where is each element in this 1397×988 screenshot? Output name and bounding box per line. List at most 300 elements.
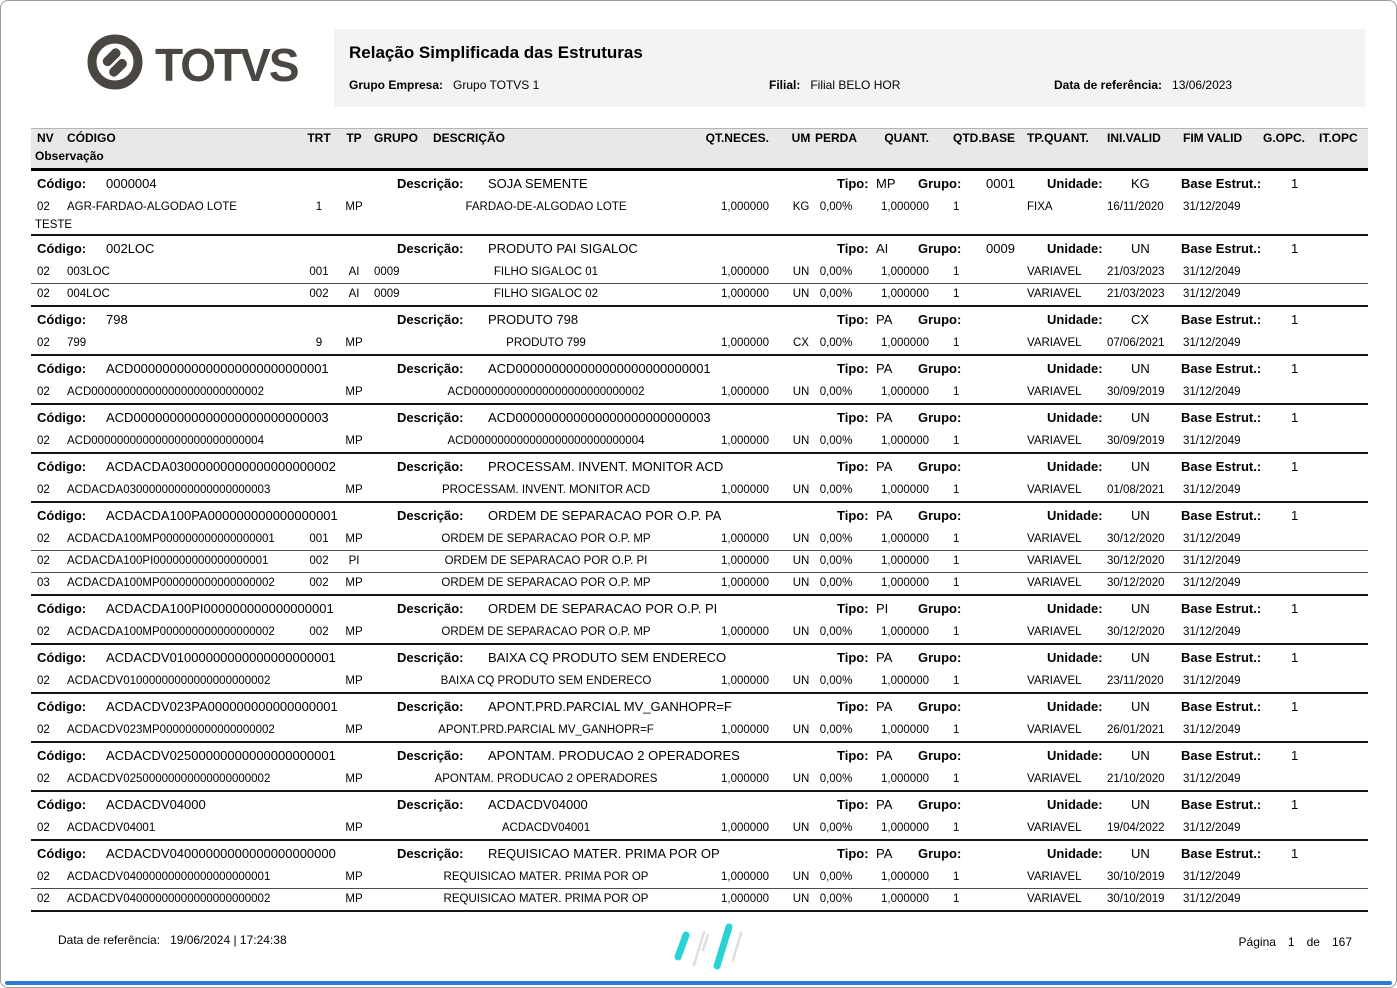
tipo-value: PA [876, 748, 893, 763]
col-header-qtd-base: QTD.BASE [953, 131, 1016, 145]
grupo-label: Grupo: [918, 459, 962, 474]
qtd-base-cell: 1 [953, 893, 960, 905]
structure-section [31, 841, 1368, 912]
descricao-value: APONT.PRD.PARCIAL MV_GANHOPR=F [488, 699, 732, 714]
qtd-base-cell: 1 [953, 288, 960, 300]
codigo-cell: ACDACDV04000000000000000000001 [67, 871, 271, 883]
component-row [31, 867, 1368, 888]
descricao-value: ACD000000000000000000000000003 [488, 410, 711, 425]
data-referencia-label: Data de referência: [1054, 78, 1163, 92]
um-cell: UN [792, 577, 810, 589]
descricao-value: PRODUTO 798 [488, 312, 579, 327]
descricao-value: ORDEM DE SEPARACAO POR O.P. PA [488, 508, 722, 523]
unidade-value: UN [1131, 601, 1150, 616]
grupo-empresa-value: Grupo TOTVS 1 [453, 78, 540, 92]
nv-cell: 02 [37, 893, 50, 905]
component-row [31, 262, 1368, 283]
structure-section [31, 743, 1368, 792]
descricao-cell: PROCESSAM. INVENT. MONITOR ACD [441, 484, 651, 496]
codigo-label: Código: [37, 650, 87, 665]
um-cell: UN [792, 675, 810, 687]
qtd-base-cell: 1 [953, 266, 960, 278]
observacao-cell: TESTE [35, 219, 73, 231]
descricao-cell: PRODUTO 799 [506, 337, 586, 349]
descricao-cell: ORDEM DE SEPARACAO POR O.P. MP [441, 577, 651, 589]
structure-header [31, 454, 1368, 480]
um-cell: UN [792, 724, 810, 736]
unidade-label: Unidade: [1047, 459, 1103, 474]
qtd-base-cell: 1 [953, 675, 960, 687]
codigo-value: ACDACDV04000 [106, 797, 206, 812]
data-referencia-value: 13/06/2023 [1172, 78, 1233, 92]
descricao-cell: FILHO SIGALOC 01 [493, 266, 599, 278]
fim-valid-cell: 31/12/2049 [1183, 484, 1241, 496]
ini-valid-cell: 30/12/2020 [1107, 577, 1165, 589]
quant-cell: 1,000000 [881, 626, 929, 638]
descricao-label: Descrição: [397, 312, 464, 327]
codigo-label: Código: [37, 508, 87, 523]
qt-neces-cell: 1,000000 [721, 435, 769, 447]
codigo-label: Código: [37, 748, 87, 763]
descricao-label: Descrição: [397, 846, 464, 861]
page-of-label: de [1306, 935, 1320, 949]
codigo-value: ACD000000000000000000000000001 [106, 361, 329, 376]
tipo-label: Tipo: [837, 176, 869, 191]
component-row [31, 818, 1368, 839]
qtd-base-cell: 1 [953, 484, 960, 496]
fim-valid-cell: 31/12/2049 [1183, 724, 1241, 736]
descricao-value: APONTAM. PRODUCAO 2 OPERADORES [488, 748, 740, 763]
qt-neces-cell: 1,000000 [721, 724, 769, 736]
component-row [31, 551, 1368, 572]
tipo-label: Tipo: [837, 361, 869, 376]
base-estrut-value: 1 [1291, 410, 1299, 425]
col-header-g-opc: G.OPC. [1263, 131, 1306, 145]
structure-header [31, 307, 1368, 333]
quant-cell: 1,000000 [881, 533, 929, 545]
unidade-label: Unidade: [1047, 748, 1103, 763]
base-estrut-value: 1 [1291, 748, 1299, 763]
tp-quant-cell: VARIAVEL [1027, 337, 1082, 349]
codigo-cell: 799 [67, 337, 87, 349]
component-row [31, 197, 1368, 218]
structure-header [31, 743, 1368, 769]
component-row [31, 769, 1368, 790]
um-cell: UN [792, 626, 810, 638]
base-estrut-value: 1 [1291, 459, 1299, 474]
perda-cell: 0,00% [819, 266, 853, 278]
base-estrut-label: Base Estrut.: [1181, 508, 1262, 523]
descricao-cell: REQUISICAO MATER. PRIMA POR OP [443, 871, 649, 883]
tp-cell: MP [345, 724, 363, 736]
base-estrut-value: 1 [1291, 176, 1299, 191]
nv-cell: 02 [37, 555, 50, 567]
ini-valid-cell: 07/06/2021 [1107, 337, 1165, 349]
grupo-cell: 0009 [374, 266, 400, 278]
um-cell: UN [792, 773, 810, 785]
tp-quant-cell: VARIAVEL [1027, 555, 1082, 567]
qt-neces-cell: 1,000000 [721, 675, 769, 687]
nv-cell: 02 [37, 435, 50, 447]
unidade-value: UN [1131, 241, 1150, 256]
tp-cell: MP [345, 871, 363, 883]
structure-section [31, 171, 1368, 236]
codigo-cell: ACDACDV023MP000000000000000002 [67, 724, 275, 736]
qt-neces-cell: 1,000000 [721, 555, 769, 567]
nv-cell: 02 [37, 386, 50, 398]
grupo-label: Grupo: [918, 410, 962, 425]
unidade-value: KG [1131, 176, 1150, 191]
ini-valid-cell: 26/01/2021 [1107, 724, 1165, 736]
base-estrut-label: Base Estrut.: [1181, 601, 1262, 616]
base-estrut-value: 1 [1291, 241, 1299, 256]
component-row [31, 622, 1368, 643]
qt-neces-cell: 1,000000 [721, 201, 769, 213]
col-header-um: UM [791, 131, 811, 145]
descricao-value: SOJA SEMENTE [488, 176, 588, 191]
nv-cell: 02 [37, 626, 50, 638]
descricao-label: Descrição: [397, 176, 464, 191]
perda-cell: 0,00% [819, 484, 853, 496]
codigo-value: ACDACDV023PA000000000000000001 [106, 699, 338, 714]
unidade-label: Unidade: [1047, 312, 1103, 327]
table-column-header [31, 128, 1368, 171]
trt-cell: 9 [315, 337, 323, 349]
quant-cell: 1,000000 [881, 288, 929, 300]
qt-neces-cell: 1,000000 [721, 626, 769, 638]
ini-valid-cell: 30/09/2019 [1107, 386, 1165, 398]
nv-cell: 02 [37, 484, 50, 496]
nv-cell: 02 [37, 533, 50, 545]
codigo-value: 002LOC [106, 241, 155, 256]
structures-list [31, 171, 1368, 912]
base-estrut-value: 1 [1291, 601, 1299, 616]
qtd-base-cell: 1 [953, 626, 960, 638]
component-row [31, 573, 1368, 594]
unidade-value: UN [1131, 508, 1150, 523]
tp-quant-cell: VARIAVEL [1027, 626, 1082, 638]
unidade-label: Unidade: [1047, 699, 1103, 714]
trt-cell: 002 [309, 626, 329, 638]
grupo-label: Grupo: [918, 312, 962, 327]
structure-header [31, 792, 1368, 818]
tipo-label: Tipo: [837, 699, 869, 714]
tipo-value: PA [876, 410, 893, 425]
tipo-value: PA [876, 508, 893, 523]
codigo-cell: ACDACDA03000000000000000000003 [67, 484, 271, 496]
grupo-label: Grupo: [918, 241, 962, 256]
um-cell: UN [792, 484, 810, 496]
unidade-value: UN [1131, 459, 1150, 474]
base-estrut-label: Base Estrut.: [1181, 699, 1262, 714]
codigo-label: Código: [37, 846, 87, 861]
perda-cell: 0,00% [819, 626, 853, 638]
grupo-label: Grupo: [918, 650, 962, 665]
col-header-codigo: CÓDIGO [67, 131, 116, 145]
tipo-label: Tipo: [837, 459, 869, 474]
tp-quant-cell: VARIAVEL [1027, 386, 1082, 398]
nv-cell: 03 [37, 577, 50, 589]
structure-header [31, 236, 1368, 262]
component-row [31, 671, 1368, 692]
fim-valid-cell: 31/12/2049 [1183, 201, 1241, 213]
unidade-label: Unidade: [1047, 410, 1103, 425]
tp-quant-cell: VARIAVEL [1027, 871, 1082, 883]
quant-cell: 1,000000 [881, 675, 929, 687]
structure-section [31, 454, 1368, 503]
tipo-label: Tipo: [837, 846, 869, 861]
grupo-label: Grupo: [918, 748, 962, 763]
fim-valid-cell: 31/12/2049 [1183, 893, 1241, 905]
descricao-cell: ORDEM DE SEPARACAO POR O.P. MP [441, 533, 651, 545]
grupo-label: Grupo: [918, 699, 962, 714]
tipo-value: MP [876, 176, 896, 191]
structure-section [31, 645, 1368, 694]
grupo-cell: 0009 [374, 288, 400, 300]
base-estrut-label: Base Estrut.: [1181, 748, 1262, 763]
structure-header [31, 356, 1368, 382]
tipo-value: AI [876, 241, 889, 256]
perda-cell: 0,00% [819, 288, 853, 300]
qt-neces-cell: 1,000000 [721, 577, 769, 589]
unidade-label: Unidade: [1047, 797, 1103, 812]
col-header-quant: QUANT. [884, 131, 929, 145]
trt-cell: 001 [309, 266, 329, 278]
qt-neces-cell: 1,000000 [721, 822, 769, 834]
codigo-cell: ACDACDV04001 [67, 822, 156, 834]
ini-valid-cell: 30/12/2020 [1107, 533, 1165, 545]
quant-cell: 1,000000 [881, 266, 929, 278]
component-row [31, 333, 1368, 354]
ini-valid-cell: 21/10/2020 [1107, 773, 1165, 785]
quant-cell: 1,000000 [881, 386, 929, 398]
perda-cell: 0,00% [819, 337, 853, 349]
tp-cell: MP [345, 337, 363, 349]
descricao-label: Descrição: [397, 601, 464, 616]
trt-cell: 002 [309, 577, 329, 589]
perda-cell: 0,00% [819, 386, 853, 398]
unidade-value: UN [1131, 650, 1150, 665]
codigo-label: Código: [37, 176, 87, 191]
codigo-label: Código: [37, 699, 87, 714]
descricao-cell: BAIXA CQ PRODUTO SEM ENDERECO [440, 675, 652, 687]
col-header-tp: TP [346, 131, 362, 145]
component-row [31, 480, 1368, 501]
qtd-base-cell: 1 [953, 555, 960, 567]
structure-section [31, 405, 1368, 454]
codigo-value: ACDACDA03000000000000000000002 [106, 459, 336, 474]
data-referencia-field [1054, 78, 1232, 92]
um-cell: UN [792, 893, 810, 905]
descricao-cell: FILHO SIGALOC 02 [493, 288, 599, 300]
grupo-value: 0009 [986, 241, 1015, 256]
perda-cell: 0,00% [819, 675, 853, 687]
col-header-tp-quant: TP.QUANT. [1027, 131, 1089, 145]
tp-quant-cell: VARIAVEL [1027, 577, 1082, 589]
descricao-label: Descrição: [397, 241, 464, 256]
quant-cell: 1,000000 [881, 773, 929, 785]
codigo-value: 0000004 [106, 176, 157, 191]
descricao-value: ACDACDV04000 [488, 797, 588, 812]
qtd-base-cell: 1 [953, 533, 960, 545]
codigo-cell: ACDACDA100MP000000000000000002 [67, 626, 275, 638]
footer-datetime-field [58, 933, 287, 947]
ini-valid-cell: 16/11/2020 [1107, 201, 1164, 213]
perda-cell: 0,00% [819, 871, 853, 883]
descricao-value: BAIXA CQ PRODUTO SEM ENDERECO [488, 650, 727, 665]
component-row [31, 889, 1368, 910]
um-cell: UN [792, 435, 810, 447]
tipo-label: Tipo: [837, 410, 869, 425]
descricao-label: Descrição: [397, 459, 464, 474]
col-header-ini-valid: INI.VALID [1107, 131, 1161, 145]
nv-cell: 02 [37, 288, 50, 300]
qt-neces-cell: 1,000000 [721, 266, 769, 278]
grupo-empresa-label: Grupo Empresa: [349, 78, 444, 92]
codigo-label: Código: [37, 459, 87, 474]
codigo-value: ACD000000000000000000000000003 [106, 410, 329, 425]
component-row [31, 431, 1368, 452]
base-estrut-label: Base Estrut.: [1181, 361, 1262, 376]
nv-cell: 02 [37, 724, 50, 736]
base-estrut-label: Base Estrut.: [1181, 459, 1262, 474]
perda-cell: 0,00% [819, 724, 853, 736]
col-header-qt-neces: QT.NECES. [705, 131, 769, 145]
unidade-value: UN [1131, 410, 1150, 425]
totvs-logo-icon [86, 33, 144, 96]
codigo-label: Código: [37, 797, 87, 812]
qtd-base-cell: 1 [953, 435, 960, 447]
structure-header [31, 171, 1368, 197]
tp-cell: MP [345, 893, 363, 905]
structure-header [31, 694, 1368, 720]
tp-cell: MP [345, 201, 363, 213]
tp-cell: AI [348, 288, 360, 300]
tp-cell: PI [348, 555, 360, 567]
grupo-label: Grupo: [918, 846, 962, 861]
grupo-value: 0001 [986, 176, 1015, 191]
col-header-descricao: DESCRIÇÃO [433, 131, 506, 145]
descricao-cell: APONT.PRD.PARCIAL MV_GANHOPR=F [438, 724, 654, 736]
codigo-cell: ACD000000000000000000000000002 [67, 386, 264, 398]
tp-quant-cell: FIXA [1027, 201, 1053, 213]
quant-cell: 1,000000 [881, 337, 929, 349]
tipo-value: PA [876, 312, 893, 327]
descricao-label: Descrição: [397, 361, 464, 376]
tp-quant-cell: VARIAVEL [1027, 484, 1082, 496]
fim-valid-cell: 31/12/2049 [1183, 337, 1241, 349]
base-estrut-value: 1 [1291, 797, 1299, 812]
grupo-label: Grupo: [918, 361, 962, 376]
descricao-label: Descrição: [397, 797, 464, 812]
ini-valid-cell: 30/12/2020 [1107, 626, 1165, 638]
structure-header [31, 645, 1368, 671]
structure-section [31, 236, 1368, 307]
tp-cell: MP [345, 386, 363, 398]
unidade-value: CX [1131, 312, 1150, 327]
tp-quant-cell: VARIAVEL [1027, 822, 1082, 834]
codigo-cell: ACDACDA100MP000000000000000002 [67, 577, 275, 589]
um-cell: UN [792, 822, 810, 834]
descricao-value: PRODUTO PAI SIGALOC [488, 241, 638, 256]
tipo-value: PA [876, 459, 893, 474]
nv-cell: 02 [37, 201, 50, 213]
component-row [31, 720, 1368, 741]
nv-cell: 02 [37, 871, 50, 883]
codigo-label: Código: [37, 601, 87, 616]
qt-neces-cell: 1,000000 [721, 533, 769, 545]
totvs-slashes-icon [663, 919, 753, 978]
tipo-value: PA [876, 699, 893, 714]
component-row [31, 382, 1368, 403]
descricao-cell: APONTAM. PRODUCAO 2 OPERADORES [434, 773, 658, 785]
unidade-label: Unidade: [1047, 176, 1103, 191]
structure-section [31, 596, 1368, 645]
base-estrut-label: Base Estrut.: [1181, 650, 1262, 665]
page-label: Página [1238, 935, 1276, 949]
tp-cell: MP [345, 435, 363, 447]
tipo-label: Tipo: [837, 312, 869, 327]
quant-cell: 1,000000 [881, 871, 929, 883]
tp-cell: MP [345, 626, 363, 638]
trt-cell: 002 [309, 555, 329, 567]
col-header-nv: NV [37, 131, 54, 145]
nv-cell: 02 [37, 773, 50, 785]
unidade-value: UN [1131, 797, 1150, 812]
descricao-label: Descrição: [397, 508, 464, 523]
totvs-logo-text: TOTVS [155, 38, 298, 91]
trt-cell: 002 [309, 288, 329, 300]
descricao-label: Descrição: [397, 650, 464, 665]
base-estrut-value: 1 [1291, 312, 1299, 327]
page-title: Relação Simplificada das Estruturas [349, 43, 643, 62]
codigo-label: Código: [37, 312, 87, 327]
tp-cell: MP [345, 773, 363, 785]
tp-quant-cell: VARIAVEL [1027, 435, 1082, 447]
qt-neces-cell: 1,000000 [721, 337, 769, 349]
qtd-base-cell: 1 [953, 822, 960, 834]
qt-neces-cell: 1,000000 [721, 893, 769, 905]
um-cell: KG [792, 201, 810, 213]
perda-cell: 0,00% [819, 822, 853, 834]
ini-valid-cell: 30/10/2019 [1107, 871, 1165, 883]
tp-quant-cell: VARIAVEL [1027, 893, 1082, 905]
descricao-cell: REQUISICAO MATER. PRIMA POR OP [443, 893, 649, 905]
tp-cell: MP [345, 675, 363, 687]
tp-quant-cell: VARIAVEL [1027, 724, 1082, 736]
descricao-label: Descrição: [397, 699, 464, 714]
um-cell: UN [792, 555, 810, 567]
tipo-value: PA [876, 846, 893, 861]
trt-cell: 001 [309, 533, 329, 545]
page-total: 167 [1331, 935, 1352, 949]
footer-datetime-value: 19/06/2024 | 17:24:38 [170, 933, 287, 947]
structure-section [31, 356, 1368, 405]
ini-valid-cell: 30/09/2019 [1107, 435, 1165, 447]
unidade-label: Unidade: [1047, 508, 1103, 523]
codigo-cell: ACDACDA100MP000000000000000001 [67, 533, 275, 545]
unidade-label: Unidade: [1047, 601, 1103, 616]
unidade-value: UN [1131, 699, 1150, 714]
codigo-value: 798 [106, 312, 128, 327]
filial-label: Filial: [769, 78, 801, 92]
quant-cell: 1,000000 [881, 577, 929, 589]
descricao-cell: ACDACDV04001 [501, 822, 591, 834]
structure-header [31, 841, 1368, 867]
qt-neces-cell: 1,000000 [721, 386, 769, 398]
descricao-cell: ACD000000000000000000000000002 [447, 386, 645, 398]
quant-cell: 1,000000 [881, 435, 929, 447]
